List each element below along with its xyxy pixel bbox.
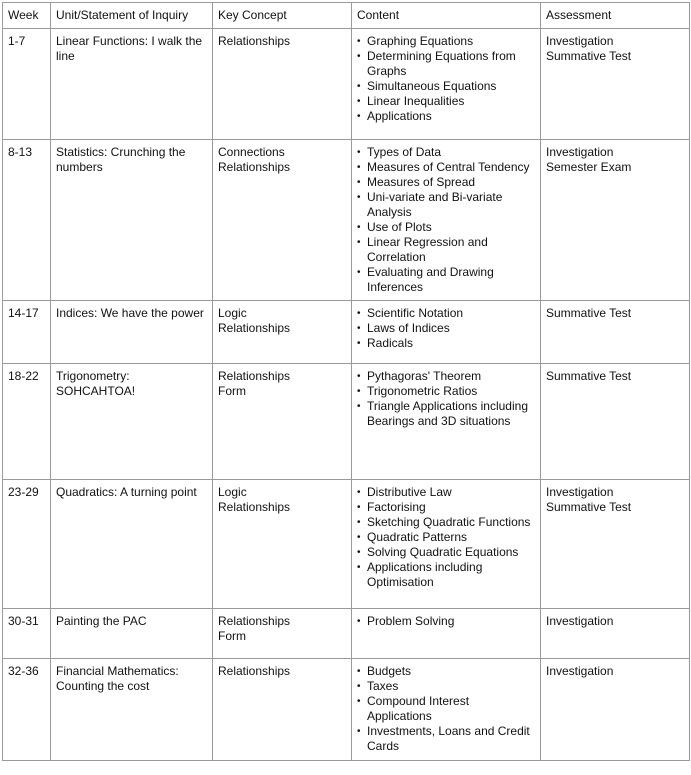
content-cell [352, 301, 541, 364]
key-concept-cell [213, 29, 352, 140]
key-concept: Connections [218, 145, 285, 159]
week-cell: 14-17 [3, 301, 51, 364]
content-item: • Use of Plots [357, 220, 535, 235]
assessment-item: Summative Test [546, 369, 632, 383]
content-cell [352, 480, 541, 609]
content-item: • Trigonometric Ratios [357, 384, 535, 399]
key-concept: Form [218, 384, 246, 398]
key-concept: Form [218, 629, 246, 643]
content-item: • Types of Data [357, 145, 535, 160]
header-unit: Unit/Statement of Inquiry [51, 3, 213, 29]
unit-cell: Painting the PAC [51, 609, 213, 659]
unit-cell: Trigonometry: SOHCAHTOA! [51, 364, 213, 480]
table-row [3, 29, 690, 140]
content-item: • Measures of Spread [357, 175, 535, 190]
content-list [357, 306, 535, 351]
unit-cell: Quadratics: A turning point [51, 480, 213, 609]
assessment-item: Investigation [546, 664, 614, 678]
week-cell: 32-36 [3, 659, 51, 761]
table-row [3, 659, 690, 761]
content-item: • Pythagoras' Theorem [357, 369, 535, 384]
header-week: Week [3, 3, 51, 29]
week-cell: 23-29 [3, 480, 51, 609]
content-list [357, 145, 535, 295]
assessment-item: Investigation [546, 34, 614, 48]
key-concept-cell [213, 301, 352, 364]
content-cell [352, 29, 541, 140]
content-item: • Linear Regression and Correlation [357, 235, 535, 265]
content-item: • Applications including Optimisation [357, 560, 535, 590]
content-item: • Solving Quadratic Equations [357, 545, 535, 560]
unit-cell: Indices: We have the power [51, 301, 213, 364]
week-cell: 8-13 [3, 140, 51, 301]
table-row [3, 609, 690, 659]
content-item: • Determining Equations from Graphs [357, 49, 535, 79]
key-concept-cell [213, 659, 352, 761]
header-assessment: Assessment [541, 3, 690, 29]
content-item: • Graphing Equations [357, 34, 535, 49]
unit-plan-table [2, 2, 690, 761]
assessment-item: Summative Test [546, 306, 632, 320]
table-row [3, 140, 690, 301]
content-cell [352, 140, 541, 301]
content-item: • Simultaneous Equations [357, 79, 535, 94]
assessment-cell [541, 609, 690, 659]
assessment-cell [541, 301, 690, 364]
key-concept: Relationships [218, 500, 291, 514]
assessment-item: Investigation [546, 485, 614, 499]
key-concept-cell [213, 609, 352, 659]
unit-cell: Linear Functions: I walk the line [51, 29, 213, 140]
unit-cell: Financial Mathematics: Counting the cost [51, 659, 213, 761]
header-row [3, 3, 690, 29]
week-cell: 1-7 [3, 29, 51, 140]
content-item: • Factorising [357, 500, 535, 515]
table-row [3, 301, 690, 364]
key-concept: Relationships [218, 664, 291, 678]
key-concept: Relationships [218, 34, 291, 48]
content-item: • Evaluating and Drawing Inferences [357, 265, 535, 295]
assessment-item: Summative Test [546, 49, 632, 63]
content-item: • Sketching Quadratic Functions [357, 515, 535, 530]
content-item: • Applications [357, 109, 535, 124]
assessment-item: Semester Exam [546, 160, 632, 174]
unit-cell: Statistics: Crunching the numbers [51, 140, 213, 301]
content-list [357, 485, 535, 590]
assessment-cell [541, 364, 690, 480]
assessment-cell [541, 140, 690, 301]
key-concept: Relationships [218, 369, 291, 383]
assessment-item: Summative Test [546, 500, 632, 514]
key-concept-cell [213, 480, 352, 609]
week-cell: 18-22 [3, 364, 51, 480]
content-item: • Uni-variate and Bi-variate Analysis [357, 190, 535, 220]
content-item: • Investments, Loans and Credit Cards [357, 724, 535, 754]
key-concept-cell [213, 140, 352, 301]
key-concept: Relationships [218, 160, 291, 174]
key-concept: Relationships [218, 321, 291, 335]
content-item: • Scientific Notation [357, 306, 535, 321]
table-row [3, 480, 690, 609]
key-concept-cell [213, 364, 352, 480]
header-content: Content [352, 3, 541, 29]
key-concept: Logic [218, 306, 247, 320]
content-item: • Compound Interest Applications [357, 694, 535, 724]
content-list [357, 369, 535, 429]
content-list [357, 614, 535, 629]
assessment-item: Investigation [546, 614, 614, 628]
content-item: • Radicals [357, 336, 535, 351]
content-item: • Triangle Applications including Bearings and 3D situations [357, 399, 535, 429]
content-cell [352, 609, 541, 659]
content-cell [352, 659, 541, 761]
assessment-item: Investigation [546, 145, 614, 159]
content-list [357, 34, 535, 124]
week-cell: 30-31 [3, 609, 51, 659]
content-list [357, 664, 535, 754]
key-concept: Logic [218, 485, 247, 499]
content-item: • Linear Inequalities [357, 94, 535, 109]
header-key-concept: Key Concept [213, 3, 352, 29]
content-cell [352, 364, 541, 480]
key-concept: Relationships [218, 614, 291, 628]
content-item: • Quadratic Patterns [357, 530, 535, 545]
content-item: • Taxes [357, 679, 535, 694]
content-item: • Problem Solving [357, 614, 535, 629]
assessment-cell [541, 659, 690, 761]
content-item: • Laws of Indices [357, 321, 535, 336]
content-item: • Budgets [357, 664, 535, 679]
table-row [3, 364, 690, 480]
assessment-cell [541, 29, 690, 140]
content-item: • Distributive Law [357, 485, 535, 500]
content-item: • Measures of Central Tendency [357, 160, 535, 175]
assessment-cell [541, 480, 690, 609]
